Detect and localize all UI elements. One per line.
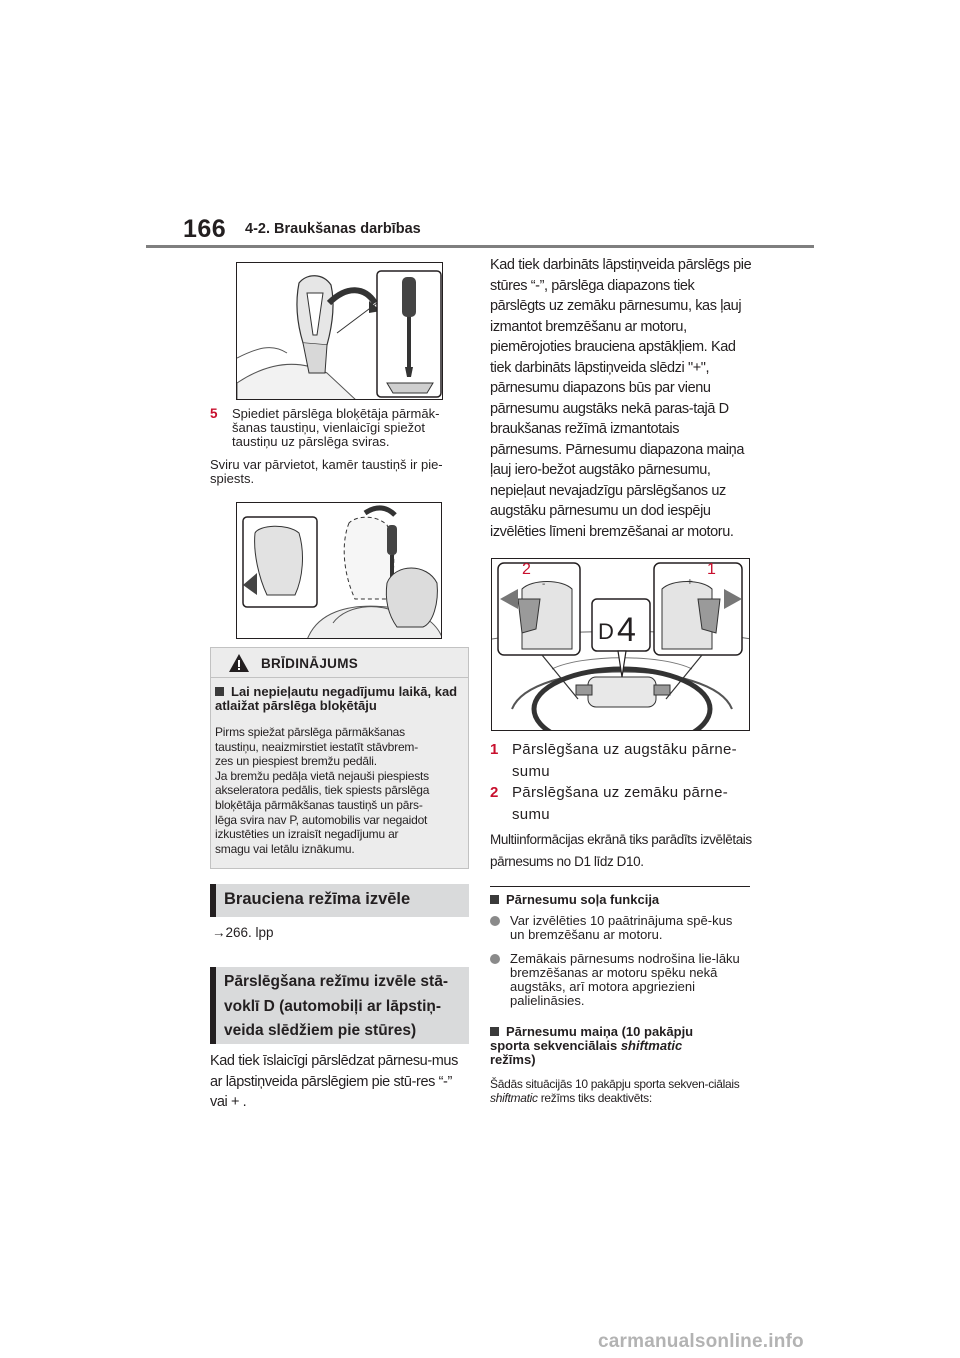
step-text: Spiediet pārslēga bloķētāja pārmāk-šanas taustiņu, vienlaicīgi spiežot taustiņu uz pārslēga sviras.	[232, 406, 440, 449]
circle-bullet-icon	[490, 916, 500, 926]
figure-lever-release	[236, 502, 442, 639]
circle-bullet-icon	[490, 954, 500, 964]
figure-steering-paddles	[491, 558, 750, 731]
warning-subtitle: Lai nepieļautu negadījumu laikā, kad atlaižat pārslēga bloķētāju	[215, 684, 458, 713]
figure-shift-lever-screwdriver	[236, 262, 443, 400]
warning-box	[210, 647, 469, 869]
square-bullet-icon	[215, 687, 224, 696]
warning-body: Pirms spiežat pārslēga pārmākšanas taustiņu, neaizmirstiet iestatīt stāvbrem- zes un piespiest bremžu pedāli. Ja bremžu pedāļa vietā nejauši piespiests akseleratora pedālis, tiek spiests pārslēga bloķētāja pārmākšanas taustiņš un pārs- lēga svira nav P, automobilis var negaidot izkustēties un izraisīt negadījumu ar smagu vai letālu iznākumu.	[215, 725, 430, 856]
paddle-paragraph: Kad tiek īslaicīgi pārslēdzat pārnesu-mus ar lāpstiņveida pārslēgiem pie stū-res “-” vai + .	[210, 1053, 458, 1110]
callout-2: 2	[522, 561, 531, 578]
shift-lever-illustration	[237, 263, 443, 400]
page-number: 166	[183, 215, 227, 243]
legend-upshift: 1 Pārslēgšana uz augstāku pārne-sumu	[490, 741, 737, 780]
legend-downshift: 2 Pārslēgšana uz zemāku pārne-sumu	[490, 784, 729, 823]
minus-symbol: -	[542, 579, 546, 590]
subhead-shiftmatic: Pārnesumu maiņa (10 pakāpju sporta sekvenciālais shiftmatic režīms)	[490, 1024, 694, 1067]
svg-text:4: 4	[617, 611, 636, 649]
lever-note: Sviru var pārvietot, kamēr taustiņš ir pie-spiests.	[210, 457, 443, 486]
subsection-divider	[490, 886, 750, 887]
warning-header	[211, 648, 468, 678]
subhead-gear-step: Pārnesumu soļa funkcija	[490, 893, 752, 907]
plus-symbol: +	[687, 577, 693, 588]
right-intro-paragraph: Kad tiek darbināts lāpstiņveida pārslēgs pie stūres “-”, pārslēga diapazons tiek pārslēgts uz zemāku pārnesumu, kas ļauj izmantot bremzēšanu ar motoru, piemērojoties brauciena apstākļiem. Kad tiek darbināts lāpstiņveida slēdzi "+", pārnesumu diapazons būs par vienu pārnesumu augstāks nekā paras-tajā D braukšanas režīmā izmantotais pārnesums. Pārnesumu diapazona maiņa ļauj iero-bežot augstāko pārnesumu, nepieļaut nevajadzīgu pārslēgšanos uz augstāku pārnesumu un dod iespēju izvēlēties līmeni bremzēšanai ar motoru.	[490, 257, 752, 540]
step-5	[210, 407, 470, 451]
page-reference-link[interactable]: →266. lpp	[212, 925, 274, 940]
multi-info-paragraph: Multiinformācijas ekrānā tiks parādīts izvēlētais pārnesums no D1 līdz D10.	[490, 832, 752, 869]
callout-1: 1	[707, 561, 716, 578]
list-item: Var izvēlēties 10 paātrinājuma spē-kus un bremzēšanu ar motoru.	[490, 914, 752, 946]
watermark: carmanualsonline.info	[598, 1331, 804, 1352]
heading-d-mode-paddle: Pārslēgšana režīmu izvēle stā- voklī D (automobiļi ar lāpstiņ- veida slēdžiem pie stūres)	[210, 967, 469, 1044]
square-bullet-icon	[490, 1027, 499, 1036]
step-number: 5	[210, 406, 218, 421]
lever-release-illustration	[237, 503, 442, 639]
steering-wheel-illustration	[492, 559, 750, 731]
header-divider	[146, 245, 814, 248]
section-title: 4-2. Braukšanas darbības	[245, 221, 421, 237]
deactivation-note: Šādās situācijās 10 pakāpju sporta sekven-ciālais shiftmatic režīms tiks deaktivēts:	[490, 1077, 740, 1105]
list-item: Zemākais pārnesums nodrošina lie-lāku bremzēšanas ar motoru spēku nekā augstāks, arī motora apgriezieni palielināsies.	[490, 952, 752, 1012]
heading-drive-mode: Brauciena režīma izvēle	[210, 884, 469, 917]
square-bullet-icon	[490, 895, 499, 904]
warning-title: BRĪDINĀJUMS	[261, 656, 359, 671]
svg-text:D: D	[598, 619, 614, 644]
warning-triangle-icon	[228, 653, 250, 678]
